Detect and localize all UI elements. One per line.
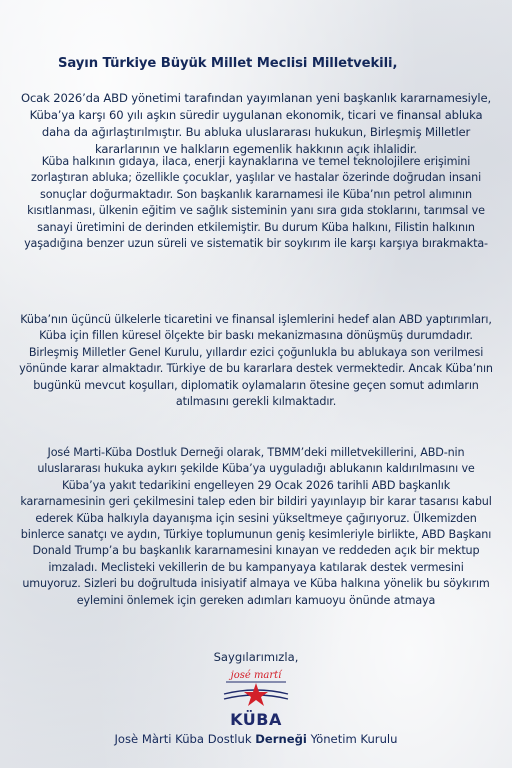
footer-text-end: Yönetim Kurulu [306,732,398,746]
star-icon [244,683,268,706]
logo-emblem [218,666,294,714]
letter-paragraph-1: Ocak 2026’da ABD yönetimi tarafından yayımlanan yeni başkanlık kararnamesiyle, Küba’ya karşı 60 yılı aşkın süredir uygulanan ekonomik, ticari ve finansal abluka daha da ağırlaştırılmıştır. Bu abluka uluslararası hukukun, Birleşmiş Milletler kararlarının ve halkların egemenlik hakkının açık ihlalidir. [20,91,491,156]
letter-paragraph-4: José Marti-Küba Dostluk Derneği olarak, TBMM’deki milletvekillerini, ABD-nin uluslararası hukuka aykırı şekilde Küba’ya uyguladığı ablukanın kaldırılmasını ve Küba’ya yakıt tedarikini engelleyen 29 Ocak 2026 tarihli ABD başkanlık kararnamesinin geri çekilmesini talep eden bir bildiri yayınlayıp bir karar tasarısı kabul ederek Küba halkıyla dayanışma için sesini yükseltmeye çağırıyoruz. Ülkemizden binlerce sanatçı ve aydın, Türkiye toplumunun geniş kesimleriyle birlikte, ABD Başkanı Donald Trump’a bu başkanlık kararnamesini kınayan ve reddeden açık bir mektup imzaladı. Meclisteki vekillerin de bu kampanyaya katılarak destek vermesini umuyoruz. Sizleri bu doğrultuda inisiyatif almaya ve Küba halkına yönelik bu söykırım eylemini önlemek için gereken adımları kamuoyu önünde atmaya [20,446,492,607]
letter-greeting: Sayın Türkiye Büyük Millet Meclisi Milletvekili, [58,56,398,71]
signature-footer [0,732,512,746]
footer-text-start: Josè Màrti Küba Dostluk [114,732,256,746]
logo-script-text: josé martí [230,670,282,681]
letter-paragraph-3: Küba’nın üçüncü ülkelerle ticaretini ve finansal işlemlerini hedef alan ABD yaptırımları, Küba için fillen küresel ölçekte bir baskı mekanizmasına dönüşmüş durumdadır. Birleşmiş Milletler Genel Kurulu, yıllardır ezici çoğunlukla bu ablukaya son verilmesi yönünde karar almaktadır. Türkiye de bu kararlara destek vermektedir. Ancak Küba’nın bugünkü mevcut koşulları, diplomatik oylamaların ötesine geçen somut adımların atılmasını gerekli kılmaktadır. [19,313,493,409]
logo-wordmark: KÜBA [230,710,282,729]
letter-paragraph-2: Küba halkının gıdaya, ilaca, enerji kaynaklarına ve temel teknolojilere erişimini zorlaştıran abluka; özellikle çocuklar, yaşlılar ve hastalar özerinde doğrudan insani sonuçlar doğurmaktadır. Son başkanlık kararnamesi ile Küba’nın petrol alımının kısıtlanması, ülkenin eğitim ve sağlık sisteminin yanı sıra gıda stoklarını, tarımsal ve sanayi üretimini de derinden etkilemiştir. Bu durum Küba halkını, Filistin halkının yaşadığına benzer uzun süreli ve sistematik bir soykırım ile karşı karşıya bırakmakta- [24,155,488,251]
footer-text-bold: Derneği [255,732,307,746]
association-logo [218,666,294,730]
letter-signoff: Saygılarımızla, [213,650,299,664]
